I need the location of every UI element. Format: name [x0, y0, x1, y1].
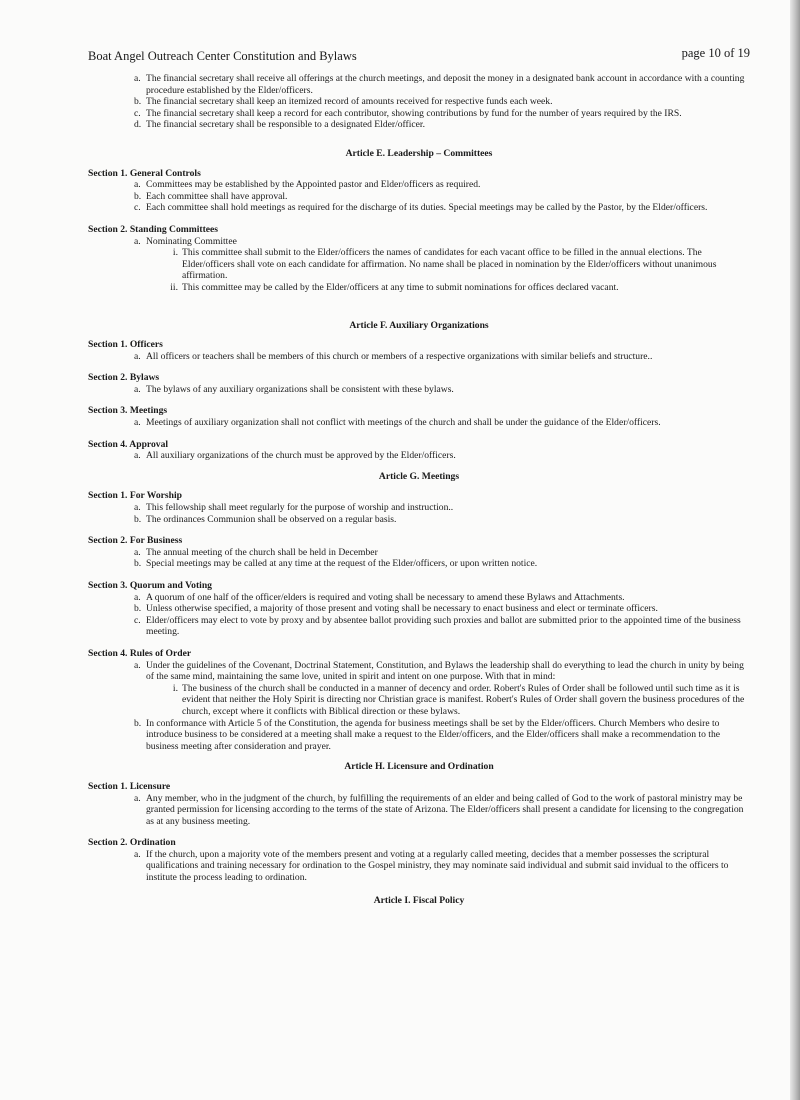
- list-item: a. Nominating Committee: [134, 235, 237, 247]
- list-item: b. Unless otherwise specified, a majority of those present and voting shall be necessary to enact business and elect or terminate officers.: [134, 603, 658, 615]
- document-body: [88, 73, 750, 906]
- list-item: b. Each committee shall have approval.: [134, 190, 288, 202]
- list-item: a. The financial secretary shall receive all offerings at the church meetings, and deposit the money in a designated bank account in accordance with a counting procedure established by the Elder/officers.: [134, 73, 745, 96]
- section-heading: Section 1. General Controls: [88, 167, 201, 179]
- section-heading: Section 2. Standing Committees: [88, 223, 219, 235]
- list-item: a. Any member, who in the judgment of the church, by fulfilling the requirements of an elder and being called of God to the work of pastoral ministry may be granted permission for licensing according to the terms of the state of Arizona. The Elder/officers shall present a candidate for licensing to the congregation as at any business meeting.: [134, 792, 744, 827]
- section-heading: Section 1. For Worship: [88, 490, 182, 502]
- list-item: b. In conformance with Article 5 of the Constitution, the agenda for business meetings shall be set by the Elder/officers. Church Members who desire to introduce business to be considered at a meeting shall make a request to the Elder/officers, and the Elder/officers shall make a recommendation to the business meeting after consideration and prayer.: [134, 717, 721, 752]
- article-g-heading: Article G. Meetings: [378, 470, 460, 482]
- list-item: a. All auxiliary organizations of the church must be approved by the Elder/officers.: [134, 450, 456, 462]
- article-f-heading: Article F. Auxiliary Organizations: [349, 319, 489, 331]
- section-heading: Section 2. Ordination: [88, 837, 176, 849]
- section-heading: Section 2. For Business: [88, 535, 183, 547]
- list-item: a. Under the guidelines of the Covenant, Doctrinal Statement, Constitution, and Bylaws the leadership shall do everything to lead the church in unity by being of the same mind, maintaining the same love, united in spirit and intent on one purpose. With that in mind:: [134, 659, 744, 683]
- section-heading: Section 3. Meetings: [88, 405, 168, 417]
- list-item: a. The bylaws of any auxiliary organizations shall be consistent with these bylaws.: [134, 383, 454, 395]
- list-item: c. Elder/officers may elect to vote by proxy and by absentee ballot providing such proxies and ballot are submitted prior to the appointed time of the business meeting.: [134, 614, 741, 638]
- sub-list-item: i. This committee shall submit to the Elder/officers the names of candidates for each vacant office to be filled in the annual elections. The Elder/officers shall vote on each candidate for affirmation. No name shall be placed in nomination by the Elder/officers without unanimous affirmation.: [172, 247, 717, 282]
- section-heading: Section 1. Licensure: [88, 780, 171, 792]
- section-heading: Section 1. Officers: [88, 339, 163, 351]
- section-heading: Section 3. Quorum and Voting: [88, 580, 212, 591]
- list-item: a. A quorum of one half of the officer/elders is required and voting shall be necessary to amend these Bylaws and Attachments.: [134, 591, 625, 603]
- list-item: b. The ordinances Communion shall be observed on a regular basis.: [134, 513, 397, 525]
- section-heading: Section 2. Bylaws: [88, 372, 160, 384]
- list-item: a. Meetings of auxiliary organization shall not conflict with meetings of the church and shall be under the guidance of the Elder/officers.: [134, 417, 661, 429]
- sub-list-item: ii. This committee may be called by the Elder/officers at any time to submit nominations for offices declared vacant.: [170, 281, 619, 293]
- intro-list: [88, 73, 750, 131]
- list-item: c. The financial secretary shall keep a record for each contributor, showing contributions by fund for the number of years required by the IRS.: [134, 107, 682, 119]
- article-e-heading: Article E. Leadership – Committees: [345, 147, 493, 159]
- list-item: a. This fellowship shall meet regularly for the purpose of worship and instruction..: [134, 502, 454, 514]
- page-edge-shadow: [790, 0, 800, 1100]
- page-number: page 10 of 19: [681, 46, 750, 60]
- list-item: c. Each committee shall hold meetings as required for the discharge of its duties. Special meetings may be called by the Pastor, by the Elder/officers.: [134, 202, 708, 214]
- list-item: d. The financial secretary shall be responsible to a designated Elder/officer.: [134, 119, 425, 131]
- article-i-heading: Article I. Fiscal Policy: [373, 894, 465, 906]
- section-heading: Section 4. Approval: [88, 438, 169, 450]
- sub-list-item: i. The business of the church shall be conducted in a manner of decency and order. Robert's Rules of Order shall be followed until such time as it is evident that neither the Holy Spirit is directing nor Christian grace is manifest. Robert's Rules of Order shall govern the business procedures of the church, except where it conflicts with Biblical direction or these bylaws.: [172, 682, 745, 717]
- list-item: b. Special meetings may be called at any time at the request of the Elder/officers, or upon written notice.: [134, 558, 538, 570]
- list-item: a. If the church, upon a majority vote of the members present and voting at a regularly called meeting, decides that a member possesses the scriptural qualifications and training necessary for ordination to the Gospel ministry, they may nominate said individual and submit said invidual to the officers to institute the process leading to ordination.: [134, 848, 729, 884]
- list-item: b. The financial secretary shall keep an itemized record of amounts received for respective funds each week.: [134, 96, 553, 108]
- section-heading: Section 4. Rules of Order: [88, 647, 192, 659]
- list-item: a. The annual meeting of the church shall be held in December: [134, 546, 378, 558]
- list-item: a. Committees may be established by the Appointed pastor and Elder/officers as required.: [134, 179, 481, 191]
- article-h-heading: Article H. Licensure and Ordination: [344, 761, 494, 773]
- list-item: a. All officers or teachers shall be members of this church or members of a respective organizations with similar beliefs and structure..: [134, 350, 653, 362]
- document-title: Boat Angel Outreach Center Constitution and Bylaws: [88, 49, 357, 63]
